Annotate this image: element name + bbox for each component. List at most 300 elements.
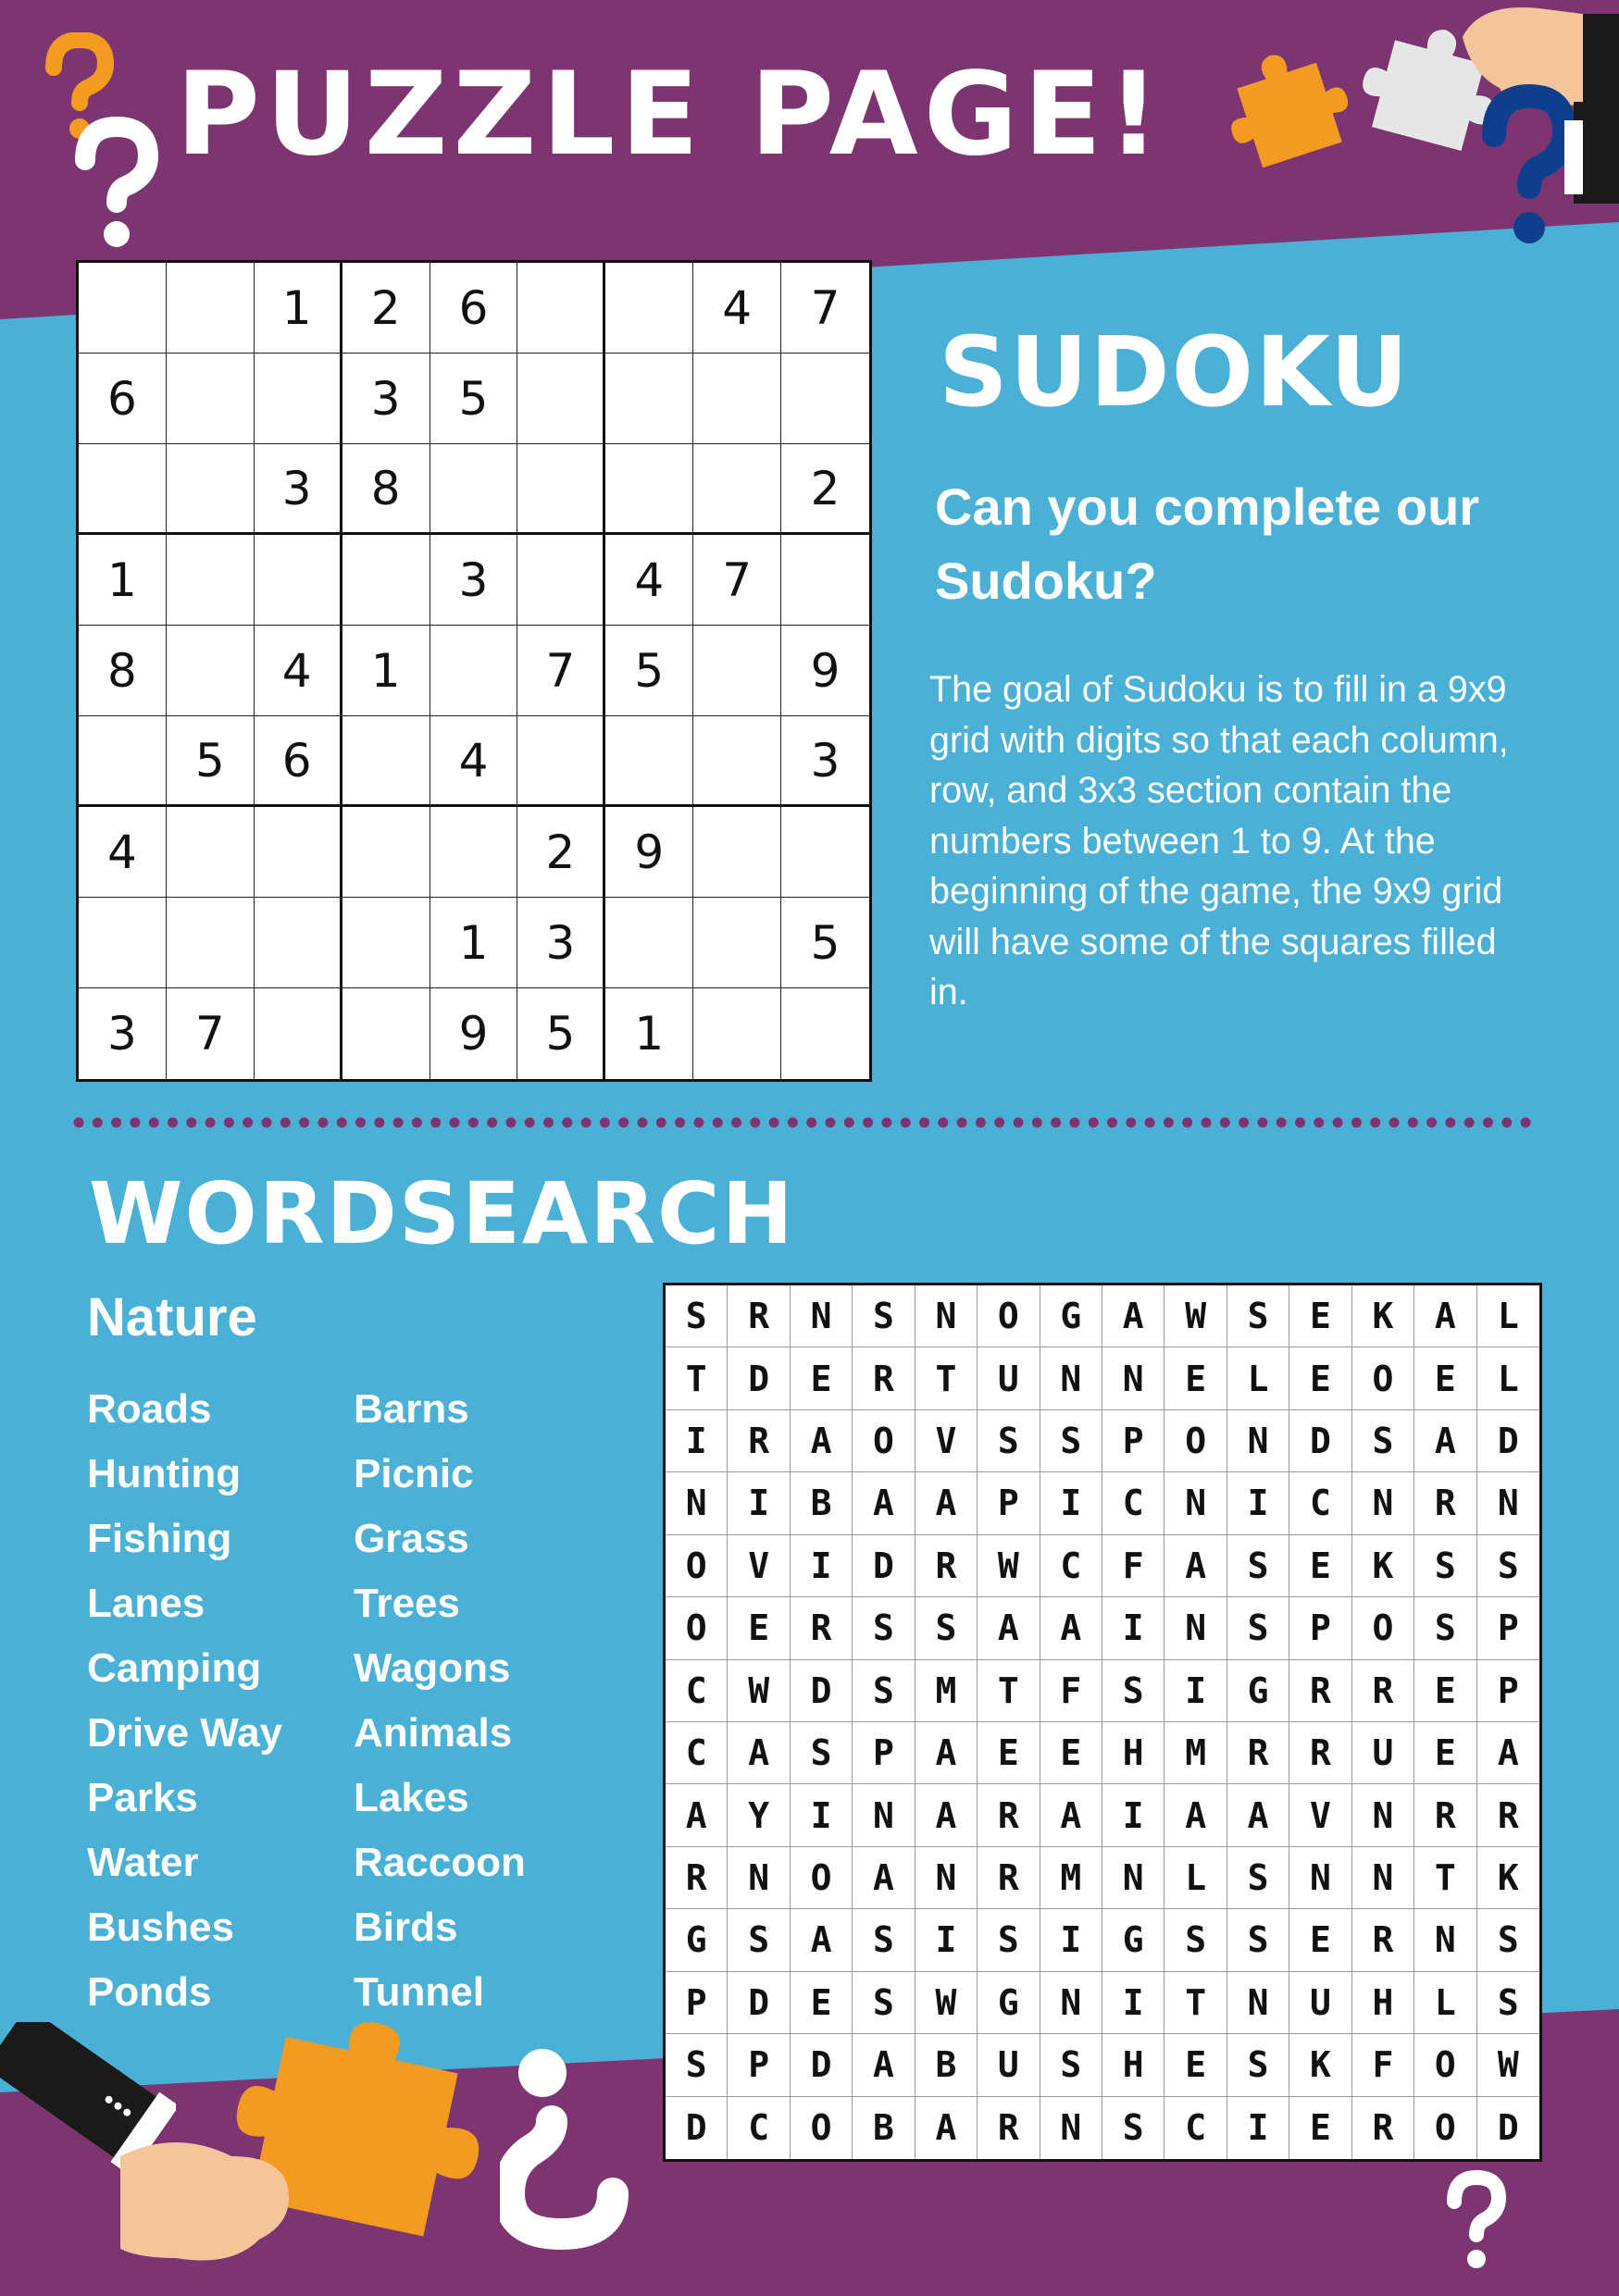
word-list-item: Tunnel <box>354 1969 484 2015</box>
sudoku-cell[interactable]: 3 <box>781 716 869 807</box>
wordsearch-cell[interactable]: A <box>1040 1784 1102 1846</box>
wordsearch-cell[interactable]: C <box>1040 1535 1102 1597</box>
wordsearch-cell[interactable]: E <box>1289 2097 1351 2159</box>
wordsearch-cell[interactable]: B <box>853 2097 915 2159</box>
wordsearch-cell[interactable]: I <box>1102 1784 1164 1846</box>
sudoku-cell[interactable] <box>781 988 869 1079</box>
wordsearch-cell[interactable]: A <box>1414 1410 1476 1472</box>
wordsearch-cell[interactable]: A <box>1227 1784 1289 1846</box>
sudoku-cell[interactable] <box>79 898 167 988</box>
wordsearch-cell[interactable]: W <box>1164 1285 1227 1347</box>
wordsearch-heading: WORDSEARCH <box>89 1164 795 1263</box>
wordsearch-cell[interactable]: C <box>1164 2097 1227 2159</box>
wordsearch-cell[interactable]: L <box>1227 1347 1289 1409</box>
wordsearch-cell[interactable]: N <box>791 1285 853 1347</box>
wordsearch-cell[interactable]: P <box>978 1472 1040 1534</box>
wordsearch-cell[interactable]: T <box>666 1347 728 1409</box>
wordsearch-cell[interactable]: R <box>1414 1784 1476 1846</box>
wordsearch-cell[interactable]: E <box>1289 1347 1351 1409</box>
wordsearch-cell[interactable]: S <box>666 1285 728 1347</box>
sudoku-cell[interactable] <box>781 535 869 626</box>
wordsearch-cell[interactable]: R <box>853 1347 915 1409</box>
sudoku-cell[interactable] <box>167 898 255 988</box>
word-list-column-2 <box>354 1377 526 2025</box>
wordsearch-cell[interactable]: A <box>1164 1784 1227 1846</box>
wordsearch-cell[interactable]: A <box>915 1722 978 1784</box>
sudoku-cell[interactable]: 1 <box>79 535 167 626</box>
wordsearch-cell[interactable]: N <box>1227 1972 1289 2034</box>
wordsearch-cell[interactable]: E <box>1164 1347 1227 1409</box>
sudoku-cell[interactable] <box>167 626 255 716</box>
sudoku-cell[interactable]: 7 <box>693 535 781 626</box>
wordsearch-cell[interactable]: F <box>1040 1660 1102 1722</box>
wordsearch-cell[interactable]: N <box>915 1285 978 1347</box>
wordsearch-cell[interactable]: R <box>728 1285 790 1347</box>
wordsearch-cell[interactable]: A <box>791 1410 853 1472</box>
sudoku-cell[interactable]: 3 <box>430 535 518 626</box>
wordsearch-cell[interactable]: A <box>666 1784 728 1846</box>
sudoku-cell[interactable]: 8 <box>79 626 167 716</box>
wordsearch-cell[interactable]: N <box>1352 1472 1414 1534</box>
sudoku-cell[interactable]: 5 <box>605 626 693 716</box>
word-list-item: Drive Way <box>87 1710 283 1756</box>
wordsearch-cell[interactable]: A <box>1040 1597 1102 1659</box>
wordsearch-cell[interactable]: A <box>853 2034 915 2096</box>
sudoku-cell[interactable] <box>255 535 342 626</box>
wordsearch-cell[interactable]: K <box>1477 1847 1539 1909</box>
sudoku-cell[interactable]: 2 <box>781 444 869 535</box>
wordsearch-cell[interactable]: N <box>915 1847 978 1909</box>
sudoku-cell[interactable]: 3 <box>79 988 167 1079</box>
wordsearch-cell[interactable]: O <box>791 2097 853 2159</box>
wordsearch-cell[interactable]: R <box>1477 1784 1539 1846</box>
sudoku-cell[interactable]: 2 <box>342 263 430 354</box>
wordsearch-cell[interactable]: O <box>1352 1347 1414 1409</box>
sudoku-question: Can you complete our Sudoku? <box>935 478 1480 610</box>
wordsearch-cell[interactable]: F <box>1102 1535 1164 1597</box>
sudoku-cell[interactable]: 7 <box>781 263 869 354</box>
wordsearch-cell[interactable]: G <box>978 1972 1040 2034</box>
sudoku-cell[interactable] <box>605 263 693 354</box>
wordsearch-cell[interactable]: N <box>1352 1847 1414 1909</box>
word-list-item: Barns <box>354 1386 469 1432</box>
wordsearch-cell[interactable]: S <box>853 1597 915 1659</box>
wordsearch-cell[interactable]: I <box>666 1410 728 1472</box>
sudoku-cell[interactable] <box>342 988 430 1079</box>
sudoku-cell[interactable] <box>167 807 255 898</box>
wordsearch-cell[interactable]: P <box>1289 1597 1351 1659</box>
sudoku-cell[interactable] <box>342 535 430 626</box>
wordsearch-cell[interactable]: D <box>853 1535 915 1597</box>
wordsearch-cell[interactable]: R <box>1289 1722 1351 1784</box>
wordsearch-category: Nature <box>87 1287 257 1347</box>
wordsearch-cell[interactable]: S <box>853 1909 915 1971</box>
wordsearch-cell[interactable]: W <box>1477 2034 1539 2096</box>
wordsearch-cell[interactable]: E <box>1414 1660 1476 1722</box>
wordsearch-cell[interactable]: P <box>728 2034 790 2096</box>
wordsearch-cell[interactable]: U <box>978 1347 1040 1409</box>
sudoku-cell[interactable]: 1 <box>605 988 693 1079</box>
wordsearch-cell[interactable]: K <box>1352 1535 1414 1597</box>
word-list-item: Picnic <box>354 1451 474 1496</box>
wordsearch-cell[interactable]: O <box>853 1410 915 1472</box>
wordsearch-cell[interactable]: A <box>915 2097 978 2159</box>
sudoku-cell[interactable] <box>517 535 605 626</box>
sudoku-cell[interactable] <box>781 354 869 444</box>
sudoku-cell[interactable] <box>517 716 605 807</box>
wordsearch-cell[interactable]: A <box>853 1472 915 1534</box>
wordsearch-cell[interactable]: P <box>853 1722 915 1784</box>
wordsearch-cell[interactable]: W <box>978 1535 1040 1597</box>
wordsearch-cell[interactable]: L <box>1477 1285 1539 1347</box>
sudoku-cell[interactable]: 7 <box>517 626 605 716</box>
wordsearch-cell[interactable]: S <box>1040 2034 1102 2096</box>
wordsearch-cell[interactable]: R <box>978 2097 1040 2159</box>
wordsearch-cell[interactable]: C <box>666 1660 728 1722</box>
wordsearch-cell[interactable]: P <box>1102 1410 1164 1472</box>
wordsearch-cell[interactable]: M <box>1040 1847 1102 1909</box>
wordsearch-cell[interactable]: I <box>1164 1660 1227 1722</box>
sudoku-cell[interactable]: 5 <box>781 898 869 988</box>
wordsearch-cell[interactable]: K <box>1352 1285 1414 1347</box>
sudoku-cell[interactable] <box>517 263 605 354</box>
sudoku-cell[interactable] <box>517 444 605 535</box>
wordsearch-cell[interactable]: D <box>1477 1410 1539 1472</box>
wordsearch-cell[interactable]: S <box>666 2034 728 2096</box>
wordsearch-cell[interactable]: L <box>1414 1972 1476 2034</box>
wordsearch-cell[interactable]: R <box>978 1784 1040 1846</box>
sudoku-cell[interactable] <box>693 716 781 807</box>
wordsearch-cell[interactable]: S <box>1102 1660 1164 1722</box>
wordsearch-cell[interactable]: D <box>728 1972 790 2034</box>
sudoku-cell[interactable]: 2 <box>517 807 605 898</box>
wordsearch-cell[interactable]: E <box>978 1722 1040 1784</box>
sudoku-cell[interactable] <box>255 988 342 1079</box>
wordsearch-cell[interactable]: S <box>1102 2097 1164 2159</box>
question-mark-icon <box>65 116 167 250</box>
wordsearch-cell[interactable]: B <box>915 2034 978 2096</box>
wordsearch-cell[interactable]: N <box>1040 1347 1102 1409</box>
wordsearch-cell[interactable]: E <box>728 1597 790 1659</box>
wordsearch-cell[interactable]: N <box>1289 1847 1351 1909</box>
wordsearch-cell[interactable]: I <box>791 1535 853 1597</box>
wordsearch-cell[interactable]: S <box>853 1285 915 1347</box>
wordsearch-cell[interactable]: A <box>978 1597 1040 1659</box>
wordsearch-cell[interactable]: R <box>1227 1722 1289 1784</box>
wordsearch-cell[interactable]: N <box>1477 1472 1539 1534</box>
wordsearch-cell[interactable]: N <box>1102 1847 1164 1909</box>
sudoku-cell[interactable]: 4 <box>79 807 167 898</box>
sudoku-cell[interactable] <box>255 898 342 988</box>
word-list-item: Ponds <box>87 1969 212 2015</box>
wordsearch-cell[interactable]: P <box>1477 1660 1539 1722</box>
sudoku-cell[interactable]: 4 <box>693 263 781 354</box>
wordsearch-grid[interactable] <box>663 1283 1542 2162</box>
sudoku-cell[interactable]: 9 <box>430 988 518 1079</box>
wordsearch-cell[interactable]: T <box>1164 1972 1227 2034</box>
wordsearch-cell[interactable]: I <box>1102 1972 1164 2034</box>
wordsearch-cell[interactable]: U <box>978 2034 1040 2096</box>
sudoku-cell[interactable]: 6 <box>255 716 342 807</box>
wordsearch-cell[interactable]: R <box>1352 1909 1414 1971</box>
wordsearch-cell[interactable]: S <box>1227 1285 1289 1347</box>
wordsearch-cell[interactable]: N <box>1164 1472 1227 1534</box>
sudoku-cell[interactable]: 8 <box>342 444 430 535</box>
wordsearch-cell[interactable]: E <box>1289 1535 1351 1597</box>
sudoku-cell[interactable]: 9 <box>781 626 869 716</box>
sudoku-cell[interactable]: 1 <box>255 263 342 354</box>
wordsearch-cell[interactable]: A <box>1102 1285 1164 1347</box>
sudoku-cell[interactable] <box>342 807 430 898</box>
sudoku-cell[interactable] <box>255 354 342 444</box>
wordsearch-cell[interactable]: A <box>728 1722 790 1784</box>
wordsearch-cell[interactable]: I <box>791 1784 853 1846</box>
word-list-item: Birds <box>354 1905 458 1950</box>
sudoku-cell[interactable] <box>255 807 342 898</box>
sudoku-cell[interactable] <box>693 626 781 716</box>
wordsearch-cell[interactable]: S <box>1414 1535 1476 1597</box>
sudoku-cell[interactable] <box>605 354 693 444</box>
wordsearch-cell[interactable]: N <box>1102 1347 1164 1409</box>
sudoku-cell[interactable] <box>430 626 518 716</box>
wordsearch-cell[interactable]: E <box>1414 1722 1476 1784</box>
sudoku-cell[interactable] <box>517 354 605 444</box>
wordsearch-cell[interactable]: E <box>1414 1347 1476 1409</box>
wordsearch-cell[interactable]: N <box>666 1472 728 1534</box>
wordsearch-cell[interactable]: U <box>1352 1722 1414 1784</box>
wordsearch-cell[interactable]: I <box>1227 2097 1289 2159</box>
sudoku-grid[interactable] <box>76 260 872 1082</box>
sudoku-cell[interactable]: 1 <box>430 898 518 988</box>
sudoku-cell[interactable] <box>693 898 781 988</box>
wordsearch-cell[interactable]: V <box>728 1535 790 1597</box>
wordsearch-cell[interactable]: C <box>666 1722 728 1784</box>
wordsearch-cell[interactable]: O <box>666 1597 728 1659</box>
wordsearch-cell[interactable]: A <box>915 1472 978 1534</box>
sudoku-cell[interactable] <box>693 444 781 535</box>
wordsearch-cell[interactable]: S <box>1227 1597 1289 1659</box>
sudoku-cell[interactable] <box>693 354 781 444</box>
sudoku-cell[interactable]: 5 <box>517 988 605 1079</box>
wordsearch-cell[interactable]: O <box>978 1285 1040 1347</box>
wordsearch-cell[interactable]: C <box>1289 1472 1351 1534</box>
wordsearch-cell[interactable]: E <box>791 1972 853 2034</box>
wordsearch-cell[interactable]: M <box>1164 1722 1227 1784</box>
sudoku-cell[interactable] <box>342 716 430 807</box>
wordsearch-cell[interactable]: A <box>915 1784 978 1846</box>
wordsearch-cell[interactable]: R <box>791 1597 853 1659</box>
sudoku-cell[interactable] <box>342 898 430 988</box>
wordsearch-cell[interactable]: S <box>1414 1597 1476 1659</box>
question-mark-icon <box>500 2036 648 2258</box>
wordsearch-cell[interactable]: L <box>1477 1347 1539 1409</box>
question-mark-icon <box>1439 2170 1513 2272</box>
wordsearch-cell[interactable]: H <box>1102 2034 1164 2096</box>
sudoku-cell[interactable]: 7 <box>167 988 255 1079</box>
wordsearch-cell[interactable]: I <box>915 1909 978 1971</box>
wordsearch-cell[interactable]: S <box>791 1722 853 1784</box>
wordsearch-cell[interactable]: R <box>1414 1472 1476 1534</box>
sudoku-cell[interactable]: 4 <box>255 626 342 716</box>
wordsearch-cell[interactable]: R <box>728 1410 790 1472</box>
wordsearch-cell[interactable]: S <box>978 1410 1040 1472</box>
wordsearch-cell[interactable]: A <box>1164 1535 1227 1597</box>
word-list-item: Parks <box>87 1775 198 1820</box>
wordsearch-cell[interactable]: E <box>1040 1722 1102 1784</box>
wordsearch-cell[interactable]: O <box>1352 1597 1414 1659</box>
wordsearch-cell[interactable]: S <box>853 1972 915 2034</box>
wordsearch-cell[interactable]: R <box>1352 2097 1414 2159</box>
wordsearch-cell[interactable]: E <box>1164 2034 1227 2096</box>
sudoku-cell[interactable] <box>605 716 693 807</box>
wordsearch-cell[interactable]: S <box>1164 1909 1227 1971</box>
wordsearch-cell[interactable]: S <box>1477 1909 1539 1971</box>
sudoku-cell[interactable] <box>605 444 693 535</box>
wordsearch-cell[interactable]: G <box>666 1909 728 1971</box>
wordsearch-cell[interactable]: S <box>1477 1972 1539 2034</box>
sudoku-cell[interactable] <box>781 807 869 898</box>
word-list-item: Fishing <box>87 1516 232 1561</box>
wordsearch-cell[interactable]: O <box>1414 2034 1476 2096</box>
wordsearch-cell[interactable]: G <box>1227 1660 1289 1722</box>
wordsearch-cell[interactable]: R <box>915 1535 978 1597</box>
wordsearch-cell[interactable]: S <box>853 1660 915 1722</box>
wordsearch-cell[interactable]: N <box>1040 2097 1102 2159</box>
sudoku-cell[interactable] <box>167 263 255 354</box>
wordsearch-cell[interactable]: A <box>791 1909 853 1971</box>
sudoku-cell[interactable] <box>79 263 167 354</box>
sudoku-cell[interactable]: 5 <box>167 716 255 807</box>
wordsearch-cell[interactable]: M <box>915 1660 978 1722</box>
wordsearch-cell[interactable]: S <box>1227 1847 1289 1909</box>
sudoku-cell[interactable] <box>693 988 781 1079</box>
wordsearch-cell[interactable]: A <box>1477 1722 1539 1784</box>
wordsearch-cell[interactable]: L <box>1164 1847 1227 1909</box>
wordsearch-cell[interactable]: D <box>666 2097 728 2159</box>
sudoku-cell[interactable]: 3 <box>255 444 342 535</box>
wordsearch-cell[interactable]: R <box>978 1847 1040 1909</box>
wordsearch-cell[interactable]: W <box>728 1660 790 1722</box>
wordsearch-cell[interactable]: R <box>666 1847 728 1909</box>
sudoku-cell[interactable]: 4 <box>605 535 693 626</box>
sudoku-cell[interactable] <box>167 354 255 444</box>
wordsearch-cell[interactable]: P <box>1477 1597 1539 1659</box>
wordsearch-cell[interactable]: B <box>791 1472 853 1534</box>
wordsearch-cell[interactable]: O <box>791 1847 853 1909</box>
wordsearch-cell[interactable]: F <box>1352 2034 1414 2096</box>
sudoku-cell[interactable] <box>167 535 255 626</box>
sudoku-cell[interactable] <box>605 898 693 988</box>
wordsearch-cell[interactable]: N <box>1227 1410 1289 1472</box>
sudoku-cell[interactable]: 9 <box>605 807 693 898</box>
wordsearch-cell[interactable]: T <box>1414 1847 1476 1909</box>
wordsearch-cell[interactable]: P <box>666 1972 728 2034</box>
wordsearch-cell[interactable]: Y <box>728 1784 790 1846</box>
word-list-column-1 <box>87 1377 282 2025</box>
sudoku-cell[interactable] <box>430 444 518 535</box>
wordsearch-cell[interactable]: C <box>1102 1472 1164 1534</box>
wordsearch-cell[interactable]: S <box>1352 1410 1414 1472</box>
wordsearch-cell[interactable]: A <box>1414 1285 1476 1347</box>
wordsearch-cell[interactable]: S <box>1040 1410 1102 1472</box>
wordsearch-cell[interactable]: O <box>1164 1410 1227 1472</box>
wordsearch-cell[interactable]: C <box>728 2097 790 2159</box>
sudoku-cell[interactable] <box>167 444 255 535</box>
wordsearch-cell[interactable]: I <box>1040 1909 1102 1971</box>
wordsearch-cell[interactable]: O <box>666 1535 728 1597</box>
wordsearch-cell[interactable]: H <box>1352 1972 1414 2034</box>
wordsearch-cell[interactable]: D <box>791 1660 853 1722</box>
dotted-divider <box>72 1116 1550 1129</box>
wordsearch-cell[interactable]: E <box>791 1347 853 1409</box>
wordsearch-cell[interactable]: I <box>1102 1597 1164 1659</box>
wordsearch-cell[interactable]: D <box>1497 2107 1519 2149</box>
sudoku-cell[interactable] <box>79 444 167 535</box>
wordsearch-cell[interactable]: S <box>728 1909 790 1971</box>
word-list-item: Animals <box>354 1710 513 1756</box>
word-list-item: Lanes <box>87 1581 205 1626</box>
wordsearch-cell[interactable]: N <box>1414 1909 1476 1971</box>
wordsearch-cell[interactable]: V <box>915 1410 978 1472</box>
sudoku-cell[interactable]: 3 <box>342 354 430 444</box>
wordsearch-cell[interactable]: E <box>1289 1285 1351 1347</box>
wordsearch-cell[interactable]: A <box>853 1847 915 1909</box>
wordsearch-cell[interactable]: S <box>978 1909 1040 1971</box>
wordsearch-cell[interactable]: G <box>1102 1909 1164 1971</box>
wordsearch-cell[interactable]: I <box>1040 1472 1102 1534</box>
wordsearch-cell[interactable]: I <box>728 1472 790 1534</box>
wordsearch-cell[interactable]: N <box>1040 1972 1102 2034</box>
wordsearch-cell[interactable]: U <box>1289 1972 1351 2034</box>
wordsearch-cell[interactable]: S <box>1227 1535 1289 1597</box>
sudoku-cell[interactable]: 5 <box>430 354 518 444</box>
word-list-item: Trees <box>354 1581 460 1626</box>
puzzle-piece-icon <box>1222 42 1351 171</box>
wordsearch-cell[interactable]: H <box>1102 1722 1164 1784</box>
sudoku-cell[interactable] <box>693 807 781 898</box>
wordsearch-cell[interactable]: R <box>1289 1660 1351 1722</box>
wordsearch-cell[interactable]: S <box>1227 2034 1289 2096</box>
wordsearch-cell[interactable]: R <box>1352 1660 1414 1722</box>
wordsearch-cell[interactable]: D <box>791 2034 853 2096</box>
wordsearch-cell[interactable]: N <box>1164 1597 1227 1659</box>
wordsearch-cell[interactable]: S <box>915 1597 978 1659</box>
sudoku-cell[interactable]: 6 <box>79 354 167 444</box>
wordsearch-cell[interactable]: S <box>1477 1535 1539 1597</box>
wordsearch-cell[interactable]: S <box>1227 1909 1289 1971</box>
sudoku-cell[interactable]: 6 <box>430 263 518 354</box>
sudoku-cell[interactable]: 3 <box>517 898 605 988</box>
wordsearch-cell[interactable]: G <box>1040 1285 1102 1347</box>
wordsearch-cell[interactable]: T <box>978 1660 1040 1722</box>
wordsearch-cell[interactable]: I <box>1227 1472 1289 1534</box>
sudoku-cell[interactable]: 4 <box>430 716 518 807</box>
wordsearch-cell[interactable]: O <box>1414 2097 1476 2159</box>
wordsearch-cell[interactable]: V <box>1289 1784 1351 1846</box>
wordsearch-cell[interactable]: N <box>728 1847 790 1909</box>
sudoku-cell[interactable]: 1 <box>342 626 430 716</box>
wordsearch-cell[interactable]: N <box>1352 1784 1414 1846</box>
sudoku-cell[interactable] <box>430 807 518 898</box>
wordsearch-cell[interactable]: E <box>1289 1909 1351 1971</box>
wordsearch-cell[interactable]: K <box>1289 2034 1351 2096</box>
wordsearch-cell[interactable]: N <box>853 1784 915 1846</box>
wordsearch-cell[interactable]: D <box>1289 1410 1351 1472</box>
wordsearch-cell[interactable]: W <box>915 1972 978 2034</box>
sudoku-cell[interactable] <box>79 716 167 807</box>
wordsearch-cell[interactable]: D <box>728 1347 790 1409</box>
wordsearch-cell[interactable]: T <box>915 1347 978 1409</box>
